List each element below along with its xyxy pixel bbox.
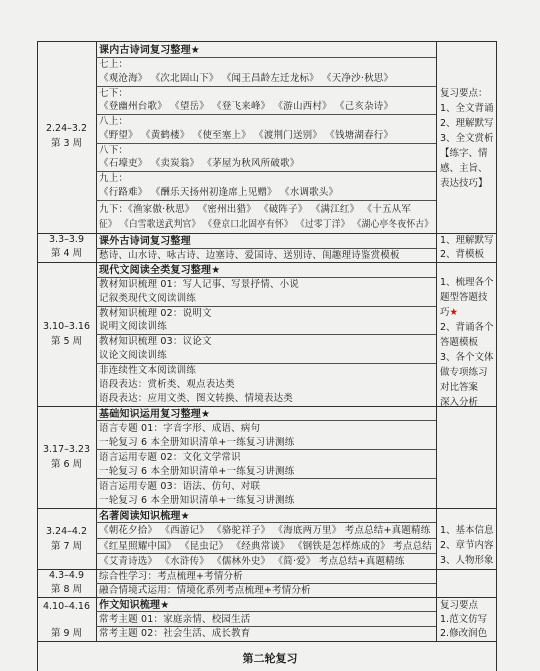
inner-divider: [96, 86, 436, 87]
content-line: 常考主题 02：社会生活、成长教育: [99, 628, 251, 639]
table-border-right: [496, 41, 497, 671]
review-item: 深入分析: [440, 397, 479, 408]
grade-label: 九上：: [99, 173, 129, 184]
review-item: 2、背模板: [440, 249, 485, 260]
star-icon: ★: [449, 307, 459, 318]
inner-divider: [96, 171, 436, 172]
section-title: 现代文阅读全类复习整理★: [99, 265, 221, 276]
week-range: 4.10–4.16: [42, 601, 91, 612]
column-divider-review: [436, 41, 437, 641]
week-label: 第 8 周: [50, 584, 83, 595]
review-item: [440, 305, 458, 320]
review-item: 2、理解默写: [440, 118, 494, 129]
poem-list: 《登幽州台歌》 《望岳》 《登飞来峰》 《游山西村》 《己亥杂诗》: [99, 101, 394, 112]
content-line: 融合情境式运用：情境化系列考点梳理+考情分析: [99, 585, 311, 596]
poem-list: 《观沧海》 《次北固山下》 《闻王昌龄左迁龙标》 《天净沙·秋思》: [99, 73, 394, 84]
content-line: 一轮复习 6 本全册知识清单+一练复习讲测练: [99, 437, 295, 448]
poem-list: 《行路难》 《酬乐天扬州初逢席上见赠》 《水调歌头》: [99, 187, 339, 198]
content-line: 语段表达：赏析类、观点表达类: [99, 379, 235, 390]
content-line: 常考主题 01：家庭亲情、校园生活: [99, 614, 251, 625]
week-label: 第 3 周: [50, 138, 83, 149]
content-line: 《朝花夕拾》 《西游记》 《骆驼祥子》 《海底两万里》 考点总结+真题精练: [99, 525, 431, 536]
inner-divider: [96, 143, 436, 144]
section-title: 课外古诗词复习整理: [99, 236, 191, 247]
poem-list: 《石壕吏》 《卖炭翁》 《茅屋为秋风所破歌》: [99, 158, 300, 169]
content-line: 《红星照耀中国》 《昆虫记》 《经典常谈》 《钢铁是怎样炼成的》 考点总结: [99, 541, 432, 552]
content-line: 一轮复习 6 本全册知识清单+一练复习讲测练: [99, 466, 295, 477]
week-label: 第 9 周: [50, 628, 83, 639]
poem-list: 征》 《白雪歌送武判官》 《登京口北固亭有怀》 《过零丁洋》 《湖心亭冬夜怀古》: [99, 219, 434, 230]
review-item: 3、全文赏析: [440, 133, 494, 144]
content-line: 教材知识梳理 03：议论文: [99, 336, 212, 347]
review-item: 3、各个文体: [440, 352, 494, 363]
inner-divider: [96, 478, 436, 479]
content-line: 综合性学习：考点梳理+考情分析: [99, 571, 243, 582]
content-line: 记叙类现代文阅读训练: [99, 293, 197, 304]
week-range: 3.3–3.9: [49, 234, 84, 245]
content-line: 语言专题 01：字音字形、成语、病句: [99, 423, 261, 434]
inner-divider: [96, 553, 436, 554]
review-item: 2.修改润色: [440, 628, 488, 639]
inner-divider: [96, 538, 436, 539]
review-item: 表达技巧】: [440, 178, 488, 189]
week-label: 第 4 周: [50, 248, 83, 259]
next-phase-heading: 第二轮复习: [242, 652, 298, 665]
week-label: 第 7 周: [50, 541, 83, 552]
review-item-text: 巧: [440, 307, 450, 318]
poem-list: 《野望》 《黄鹤楼》 《使至塞上》 《渡荆门送别》 《钱塘湖春行》: [99, 130, 394, 141]
review-item: 感、主旨、: [440, 163, 488, 174]
review-item: 1、梳理各个: [440, 277, 494, 288]
content-line: 议论文阅读训练: [99, 350, 167, 361]
row-divider: [37, 641, 497, 642]
review-item: 答题模板: [440, 337, 479, 348]
section-title: 基础知识运用复习整理★: [99, 409, 211, 420]
review-item: 1、理解默写: [440, 235, 494, 246]
row-divider: [37, 262, 497, 263]
week-range: 2.24–3.2: [45, 123, 87, 134]
review-item: 1.范文仿写: [440, 614, 488, 625]
week-range: 4.3–4.9: [49, 570, 84, 581]
content-line: 非连续性文本阅读训练: [99, 365, 197, 376]
review-item: 2、背诵各个: [440, 322, 494, 333]
section-title: 作文知识梳理★: [99, 600, 170, 611]
row-divider: [37, 406, 497, 407]
grade-label: 七下：: [99, 88, 129, 99]
week-range: 3.10–3.16: [42, 321, 91, 332]
inner-divider: [96, 114, 436, 115]
review-item: 2、章节内容: [440, 540, 494, 551]
review-item: 做专项练习: [440, 367, 488, 378]
week-range: 3.17–3.23: [42, 444, 91, 455]
row-divider: [37, 41, 497, 42]
grade-label: 七上：: [99, 59, 129, 70]
content-line: 《艾青诗选》 《水浒传》 《儒林外史》 《简·爱》 考点总结+真题精练: [99, 556, 405, 567]
week-label: 第 5 周: [50, 336, 83, 347]
content-line: 愁诗、山水诗、咏古诗、边塞诗、爱国诗、送别诗、闺趣理诗鉴赏模板: [99, 250, 400, 261]
content-line: 语言运用专题 03：语法、仿句、对联: [99, 481, 261, 492]
review-heading: 复习要点: [440, 600, 479, 611]
review-item: 【练字、情: [440, 148, 488, 159]
inner-divider: [96, 449, 436, 450]
week-range: 3.24–4.2: [45, 526, 87, 537]
row-divider: [37, 233, 497, 234]
review-item: 题型答题技: [440, 292, 488, 303]
content-line: 说明文阅读训练: [99, 321, 167, 332]
content-line: 教材知识梳理 01：写人记事、写景抒情、小说: [99, 279, 300, 290]
section-title: 课内古诗词复习整理★: [99, 45, 200, 56]
grade-label: 八上：: [99, 116, 129, 127]
inner-divider: [96, 57, 436, 58]
grade-label: 八下：: [99, 145, 129, 156]
content-line: 一轮复习 6 本全册知识清单+一练复习讲测练: [99, 495, 295, 506]
row-divider: [37, 508, 497, 509]
content-line: 语言运用专题 02：文化文学常识: [99, 452, 241, 463]
inner-divider: [96, 200, 436, 201]
row-divider: [37, 597, 497, 598]
review-item: 1、全文背诵: [440, 103, 494, 114]
content-line: 语段表达：应用文类、图文转换、情境表达类: [99, 393, 294, 404]
week-label: 第 6 周: [50, 459, 83, 470]
column-divider-week: [96, 41, 97, 641]
content-line: 教材知识梳理 02：说明文: [99, 308, 212, 319]
section-title: 名著阅读知识梳理★: [99, 511, 190, 522]
review-item: 3、人物形象: [440, 555, 494, 566]
review-heading: 复习要点：: [440, 88, 488, 99]
review-item: 对比答案: [440, 382, 479, 393]
poem-list: 九下：《渔家傲·秋思》 《密州出猎》 《破阵子》 《满江红》 《十五从军: [99, 204, 412, 215]
review-item: 1、基本信息: [440, 525, 494, 536]
